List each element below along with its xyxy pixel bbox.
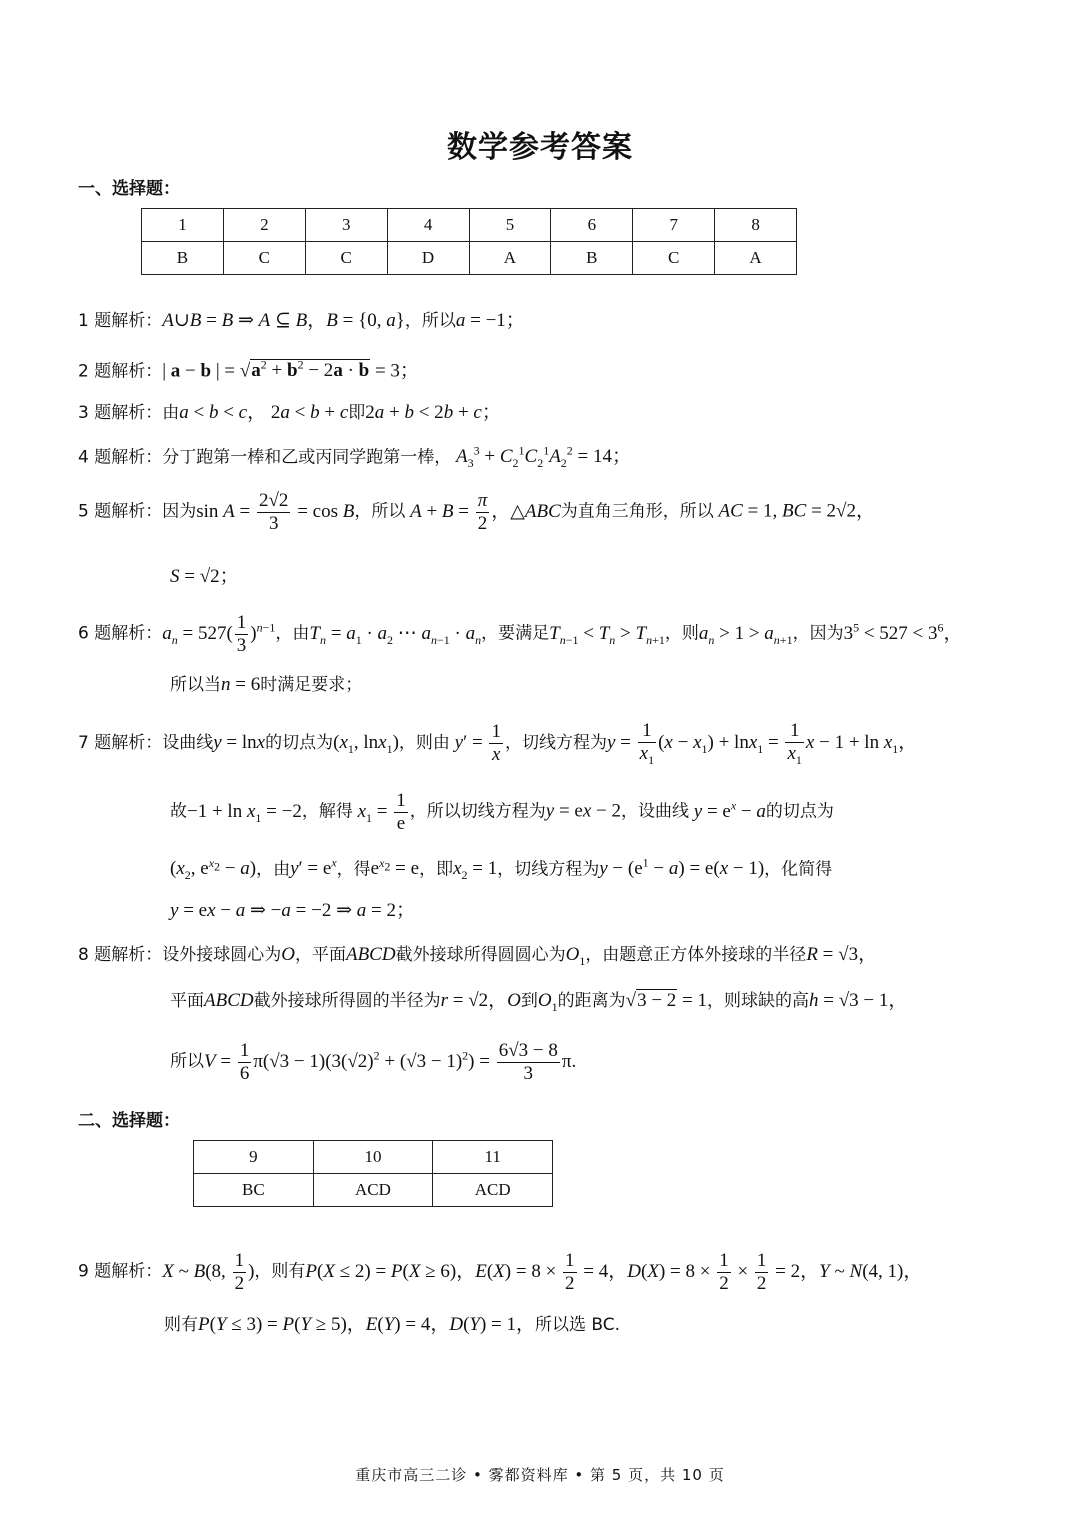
- formula: V = $\frac{1}{6}$ $\pi(√3 - 1)(3(√2)^2 + (√3 - 1)^2)$ = $\frac{6√3 - 8}{3}$ π.: [204, 1040, 577, 1084]
- formula: $T_n = a_1 \cdot a_2$ ⋯ $a_{n-1} \cdot a_n$: [309, 622, 482, 647]
- text: 的切点为: [765, 801, 834, 822]
- formula: y = $\frac{1}{x_1}$ $(x - x_1) + \ln x_1$ = $\frac{1}{x_1}$ $x - 1 + \ln x_1$，: [606, 720, 918, 767]
- text: 的距离为: [557, 991, 626, 1011]
- formula: A + B = $\frac{\pi}{2}$ ，△ABC: [410, 490, 561, 534]
- solution-q9-cont: [164, 1314, 620, 1337]
- solution-q5-cont: [170, 566, 239, 589]
- solution-q7-cont1: [170, 790, 834, 835]
- text: ，则球缺的高: [707, 991, 810, 1011]
- formula: n = 6: [221, 674, 261, 695]
- formula: O: [281, 944, 295, 965]
- formula: 2a + b < 2b + c；: [365, 402, 501, 423]
- formula: $a_n > 1 > a_{n+1}$: [698, 622, 793, 647]
- solution-q4: [78, 444, 631, 471]
- solution-q7-cont2: [170, 856, 832, 883]
- answer-cell: C: [223, 242, 305, 275]
- formula: y = ex − 2: [545, 800, 621, 822]
- text: 分丁跑第一棒和乙或丙同学跑第一棒，: [162, 447, 452, 468]
- answer-cell: C: [305, 242, 387, 275]
- table-row: [194, 1141, 553, 1174]
- answer-cell: B: [142, 242, 224, 275]
- text: 则有: [164, 1315, 198, 1335]
- formula: ABCD: [345, 944, 396, 965]
- page-footer: 重庆市高三二诊 • 雾都资料库 • 第 5 页，共 10 页: [355, 1466, 725, 1484]
- question-label: 3 题解析：: [78, 403, 163, 423]
- question-label: 9 题解析：: [78, 1261, 163, 1282]
- formula: sin A = $\frac{2√2}{3}$ = cos B: [196, 490, 355, 534]
- question-number: 10: [313, 1141, 433, 1174]
- text: ，则由: [398, 733, 450, 754]
- text: 的切点为: [265, 733, 334, 754]
- question-number: 1: [142, 209, 224, 242]
- question-label: 5 题解析：: [78, 501, 163, 522]
- question-number: 7: [633, 209, 715, 242]
- formula: $e^{x_2} = e$: [370, 856, 420, 880]
- text: ，则: [664, 623, 699, 644]
- text: 设曲线: [162, 733, 214, 754]
- question-number: 4: [387, 209, 469, 242]
- formula: ABCD: [204, 990, 254, 1011]
- answer-cell: ACD: [313, 1174, 433, 1207]
- solution-q2: [78, 358, 419, 383]
- answer-cell: A: [469, 242, 551, 275]
- text: ，由: [275, 623, 310, 644]
- text: ，切线方程为: [504, 733, 607, 754]
- text: ，因为: [792, 623, 844, 644]
- formula: $x_2 = 1$: [453, 858, 498, 883]
- solution-q7-cont3: [170, 900, 415, 923]
- table-row: [194, 1174, 553, 1207]
- formula: y = lnx: [213, 732, 266, 754]
- text: ，所以切线方程为: [409, 801, 546, 822]
- formula: y = ex − a ⇒ −a = −2 ⇒ a = 2；: [170, 900, 415, 921]
- answer-cell: C: [633, 242, 715, 275]
- formula: ($x_1$, lnx$_1$): [333, 732, 399, 756]
- text: ，所以: [404, 311, 456, 331]
- text: 所以: [170, 1051, 204, 1072]
- solution-q5: [78, 490, 875, 535]
- section-heading-choice: 一、选择题：: [78, 179, 180, 199]
- formula: P(X ≤ 2) = P(X ≥ 6)，E(X) = 8 × $\frac{1}{2}$ = 4，D(X) = 8 × $\frac{1}{2}$ × $\frac{1}{2}$ = 2，Y ~ N(4, 1)，: [305, 1250, 923, 1294]
- text: ，即: [419, 859, 454, 880]
- solution-q8-cont2: [170, 1040, 576, 1085]
- text: 所以选 BC.: [535, 1315, 621, 1335]
- text: 因为: [162, 501, 197, 522]
- text: 平面: [170, 991, 204, 1011]
- text: ，由题意正方体外接球的半径: [585, 945, 807, 965]
- text: ，解得: [301, 801, 353, 822]
- question-label: 8 题解析：: [78, 945, 163, 965]
- solution-q9: [78, 1250, 922, 1295]
- formula: R = √3，: [806, 944, 878, 965]
- solution-q7: [78, 720, 917, 767]
- text: 由: [162, 403, 180, 423]
- formula: a < b < c， 2a < b + c: [179, 402, 349, 423]
- solution-q6: [78, 612, 963, 657]
- question-label: 6 题解析：: [78, 623, 163, 644]
- formula: $A_3^3 + C_2^1C_2^1A_2^2 = 14$；: [455, 444, 632, 471]
- formula: $3^5 < 527 < 3^6$，: [843, 620, 963, 644]
- formula: $O_1$: [565, 944, 586, 968]
- table-row: [142, 242, 797, 275]
- answer-cell: A: [715, 242, 797, 275]
- formula: | a − b | = $√a^2 + b^2 - 2a \cdot b = 3$；: [162, 358, 419, 382]
- answer-table-1: [141, 208, 797, 275]
- formula: P(Y ≤ 3) = P(Y ≥ 5)，E(Y) = 4，D(Y) = 1，: [198, 1314, 536, 1335]
- formula: $y = e^x - a$: [693, 798, 766, 822]
- answer-cell: ACD: [433, 1174, 553, 1207]
- formula: AC = 1, BC = 2√2，: [718, 500, 875, 522]
- question-number: 5: [469, 209, 551, 242]
- formula: S = √2；: [170, 566, 239, 587]
- text: 设外接球圆心为: [162, 945, 282, 965]
- formula: ($x_2$, $e^{x_2} - a$): [170, 856, 257, 883]
- answer-cell: D: [387, 242, 469, 275]
- formula: $y - (e^1 - a) = e(x - 1)$: [599, 856, 765, 880]
- question-label: 7 题解析：: [78, 733, 163, 754]
- formula: $T_{n-1} < T_n > T_{n+1}$: [549, 622, 665, 647]
- formula: √3 − 2 = 1: [625, 990, 708, 1011]
- formula: X ~ B(8, $\frac{1}{2}$ ): [162, 1250, 255, 1294]
- section-heading-multi-choice: 二、选择题：: [78, 1111, 180, 1131]
- question-number: 11: [433, 1141, 553, 1174]
- question-number: 6: [551, 209, 633, 242]
- question-number: 2: [223, 209, 305, 242]
- formula: $x_1$ = $\frac{1}{e}$: [357, 790, 406, 834]
- text: 时满足要求；: [260, 675, 363, 695]
- text: 截外接球所得圆的半径为: [253, 991, 441, 1011]
- text: 为直角三角形，所以: [560, 501, 714, 522]
- question-label: 4 题解析：: [78, 447, 163, 468]
- text: ，化简得: [764, 859, 833, 880]
- table-row: [142, 209, 797, 242]
- formula: $y' = e^x$: [290, 856, 337, 880]
- answer-cell: BC: [194, 1174, 314, 1207]
- formula: a = −1；: [455, 310, 525, 331]
- text: ，则有: [254, 1261, 306, 1282]
- solution-q3: [78, 402, 501, 425]
- text: ，所以: [354, 501, 406, 522]
- text: 所以当: [170, 675, 221, 695]
- answer-table-2: [193, 1140, 553, 1207]
- text: ，要满足: [481, 623, 550, 644]
- question-number: 9: [194, 1141, 314, 1174]
- text: 到: [520, 991, 538, 1011]
- text: 截外接球所得圆圆心为: [395, 945, 566, 965]
- text: 故: [170, 801, 187, 822]
- text: 即: [348, 403, 366, 423]
- text: ，得: [336, 859, 371, 880]
- solution-q8: [78, 944, 877, 968]
- formula: $a_n = 527$( $\frac{1}{3}$ )$^{n-1}$: [162, 612, 276, 656]
- text: ，平面: [294, 945, 346, 965]
- formula: h = √3 − 1，: [809, 990, 908, 1011]
- answer-cell: B: [551, 242, 633, 275]
- question-number: 8: [715, 209, 797, 242]
- text: ，设曲线: [621, 801, 689, 822]
- formula: y′ = $\frac{1}{x}$: [454, 721, 501, 766]
- question-label: 1 题解析：: [78, 311, 163, 331]
- formula: $-1 + \ln x_1 = -2$: [187, 800, 302, 825]
- formula: A∪B = B ⇒ A ⊆ B，B = {0, a}: [162, 310, 405, 331]
- text: ，切线方程为: [497, 859, 600, 880]
- solution-q6-cont: [170, 674, 362, 697]
- page-title: 数学参考答案: [447, 130, 633, 165]
- solution-q8-cont1: [170, 990, 907, 1014]
- formula: $O_1$: [537, 990, 558, 1014]
- solution-q1: [78, 310, 525, 333]
- question-label: 2 题解析：: [78, 361, 163, 382]
- text: ，由: [256, 859, 291, 880]
- question-number: 3: [305, 209, 387, 242]
- formula: r = √2，O: [440, 990, 521, 1011]
